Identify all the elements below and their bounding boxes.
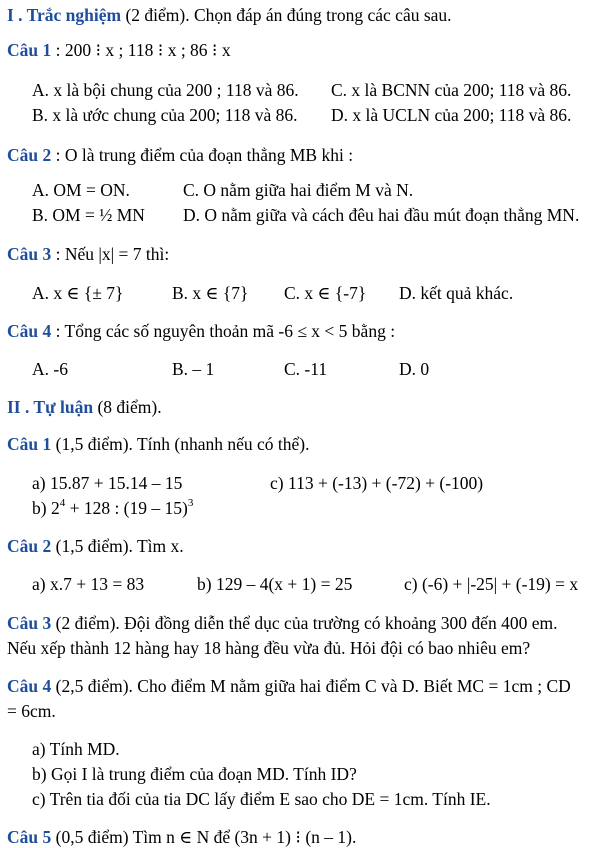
- e5-label: Câu 5: [7, 827, 52, 847]
- e1-part-b-base: b) 2: [32, 498, 60, 518]
- e4-part-c: c) Trên tia đối của tia DC lấy điểm E sao cho DE = 1cm. Tính IE.: [32, 789, 491, 809]
- q2-option-c: C. O nằm giữa hai điểm M và N.: [183, 180, 414, 200]
- e2-label: Câu 2: [7, 536, 52, 556]
- e3-line2: Nếu xếp thành 12 hàng hay 18 hàng đều vừa đủ. Hỏi đội có bao nhiêu em?: [7, 638, 531, 658]
- q3-label: Câu 3: [7, 244, 52, 264]
- q1-stem: [7, 39, 231, 61]
- e1-part-b: [32, 497, 193, 519]
- part1-heading: [7, 4, 452, 26]
- e1-part-c: c) 113 + (-13) + (-72) + (-100): [270, 473, 484, 493]
- q4-text: : Tổng các số nguyên thoản mã -6 ≤ x < 5 bằng :: [51, 321, 396, 341]
- q3-option-d: D. kết quả khác.: [399, 283, 514, 303]
- q2-stem: [7, 144, 353, 166]
- e1-part-b-exp1: 4: [59, 497, 66, 510]
- e3-label: Câu 3: [7, 613, 52, 633]
- q4-label: Câu 4: [7, 321, 52, 341]
- q2-label: Câu 2: [7, 145, 52, 165]
- part2-instruction: (8 điểm).: [93, 397, 162, 417]
- e1-part-b-mid: + 128 : (19 – 15): [65, 498, 188, 518]
- q2-option-b: B. OM = ½ MN: [32, 205, 145, 225]
- e1-stem: [7, 433, 309, 455]
- q4-option-d: D. 0: [399, 359, 430, 379]
- e3-stem: [7, 612, 557, 634]
- e3-text: (2 điểm). Đội đồng diễn thể dục của trường có khoảng 300 đến 400 em.: [51, 613, 558, 633]
- e2-part-c: c) (-6) + |-25| + (-19) = x: [404, 574, 579, 594]
- q4-option-c: C. -11: [284, 359, 328, 379]
- q1-label: Câu 1: [7, 40, 52, 60]
- e1-text: (1,5 điểm). Tính (nhanh nếu có thể).: [51, 434, 310, 454]
- part2-heading: [7, 396, 162, 418]
- q4-stem: [7, 320, 395, 342]
- part2-title: II . Tự luận: [7, 397, 94, 417]
- q2-option-a: A. OM = ON.: [32, 180, 130, 200]
- part1-title: I . Trắc nghiệm: [7, 5, 122, 25]
- e1-part-a: a) 15.87 + 15.14 – 15: [32, 473, 183, 493]
- e2-text: (1,5 điểm). Tìm x.: [51, 536, 184, 556]
- e4-part-a: a) Tính MD.: [32, 739, 120, 759]
- q3-option-b: B. x ∈ {7}: [172, 283, 249, 303]
- q4-option-a: A. -6: [32, 359, 68, 379]
- q1-option-a: A. x là bội chung của 200 ; 118 và 86.: [32, 80, 299, 100]
- part1-instruction: (2 điểm). Chọn đáp án đúng trong các câu sau.: [121, 5, 452, 25]
- q2-option-d: D. O nằm giữa và cách đêu hai đầu mút đoạn thẳng MN.: [183, 205, 580, 225]
- e1-label: Câu 1: [7, 434, 52, 454]
- q4-option-b: B. – 1: [172, 359, 215, 379]
- q3-option-c: C. x ∈ {-7}: [284, 283, 367, 303]
- e2-part-a: a) x.7 + 13 = 83: [32, 574, 145, 594]
- q1-option-c: C. x là BCNN của 200; 118 và 86.: [331, 80, 572, 100]
- q3-text: : Nếu |x| = 7 thì:: [51, 244, 170, 264]
- e5-stem: [7, 826, 356, 848]
- q1-option-b: B. x là ước chung của 200; 118 và 86.: [32, 105, 298, 125]
- e4-part-b: b) Gọi I là trung điểm của đoạn MD. Tính ID?: [32, 764, 357, 784]
- e2-part-b: b) 129 – 4(x + 1) = 25: [197, 574, 353, 594]
- e4-label: Câu 4: [7, 676, 52, 696]
- e4-line2: = 6cm.: [7, 701, 56, 721]
- e1-part-b-exp2: 3: [187, 497, 194, 510]
- e5-text: (0,5 điểm) Tìm n ∈ N để (3n + 1) ⁝ (n – 1).: [51, 827, 357, 847]
- q2-text: : O là trung điểm của đoạn thẳng MB khi :: [51, 145, 354, 165]
- q1-option-d: D. x là UCLN của 200; 118 và 86.: [331, 105, 572, 125]
- q3-option-a: A. x ∈ {± 7}: [32, 283, 124, 303]
- e2-stem: [7, 535, 184, 557]
- q1-text: : 200 ⁝ x ; 118 ⁝ x ; 86 ⁝ x: [51, 40, 231, 60]
- e4-stem: [7, 675, 571, 697]
- q3-stem: [7, 243, 169, 265]
- e4-text: (2,5 điểm). Cho điểm M nằm giữa hai điểm C và D. Biết MC = 1cm ; CD: [51, 676, 571, 696]
